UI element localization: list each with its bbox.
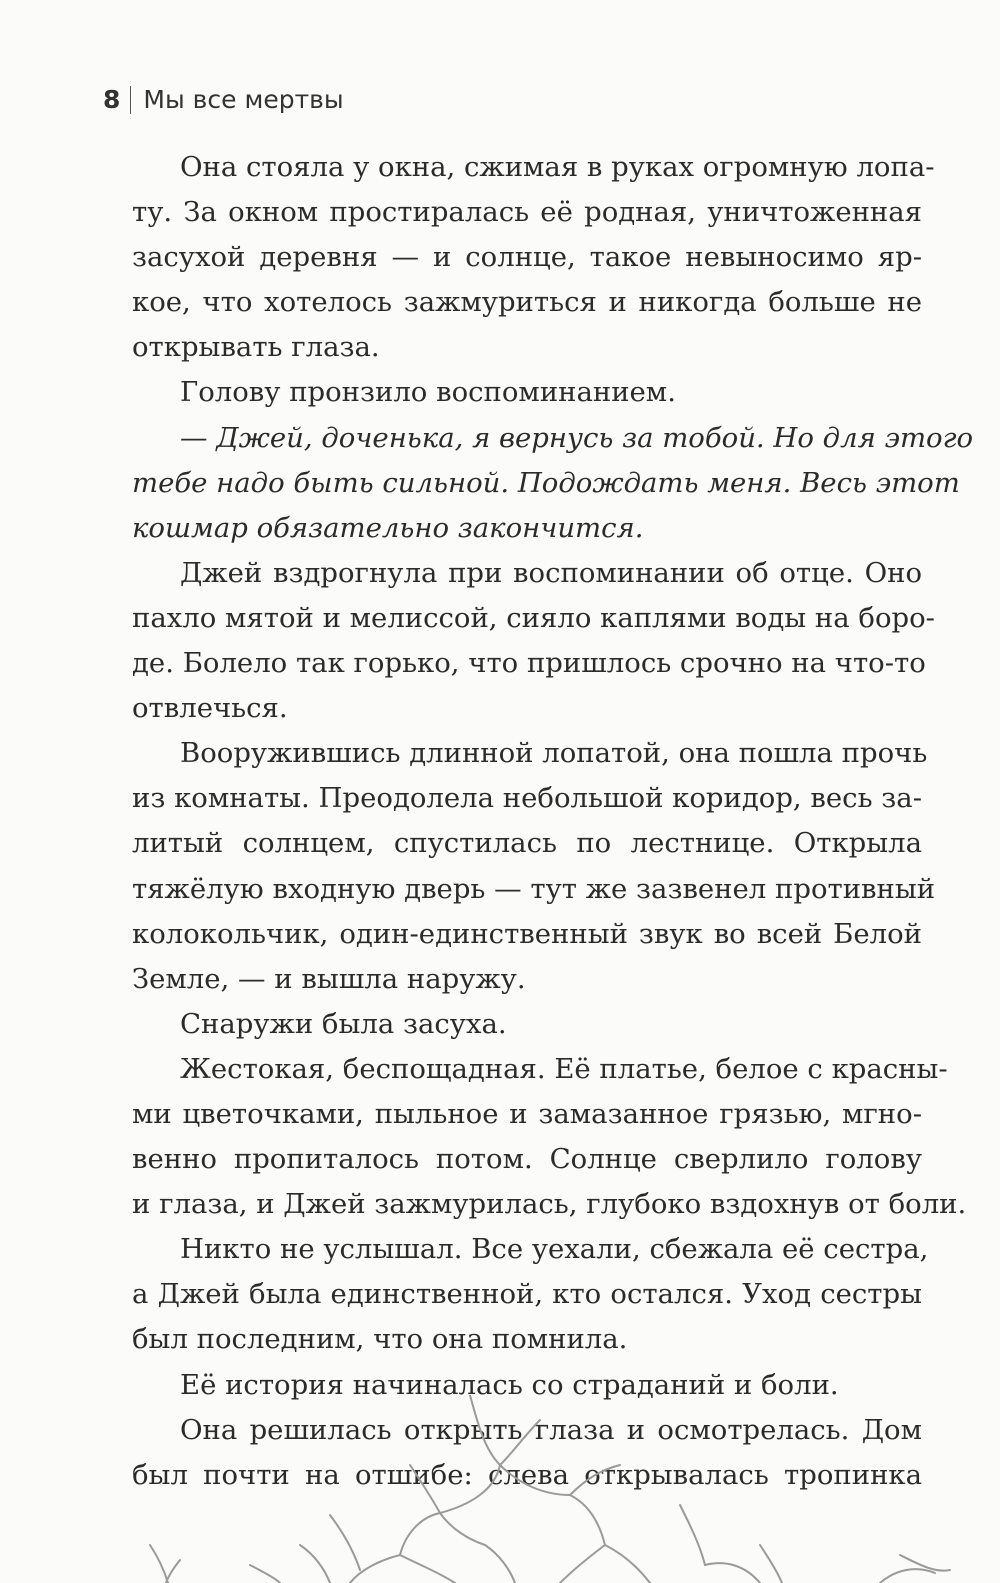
page-body [132, 145, 974, 1498]
text-line: Она стояла у окна, сжимая в руках огромную лопа- [180, 151, 935, 183]
text-line: — Джей, доченька, я вернусь за тобой. Но для этого [180, 421, 974, 454]
text-line: Снаружи была засуха. [180, 1007, 507, 1040]
text-line: засухой деревня — и солнце, такое невыносимо яр- [132, 241, 922, 274]
text-line: Земле, — и вышла наружу. [132, 962, 526, 995]
running-header [103, 82, 344, 118]
text-line: пахло мятой и мелиссой, сияло каплями воды на боро- [132, 601, 935, 634]
text-line: кошмар обязательно закончится. [132, 511, 644, 544]
text-line: ми цветочками, пыльное и замазанное грязью, мгно- [132, 1097, 922, 1130]
text-line: Голову пронзило воспоминанием. [180, 376, 676, 409]
text-line: колокольчик, один-единственный звук во всей Белой [132, 917, 922, 950]
text-line: ту. За окном простиралась её родная, уничтоженная [132, 196, 922, 229]
text-line: был почти на отшибе: слева открывалась тропинка [132, 1458, 922, 1491]
page-number: 8 [103, 85, 121, 114]
header-divider [130, 86, 131, 114]
text-line: Жестокая, беспощадная. Её платье, белое с красны- [180, 1052, 948, 1085]
text-line: Джей вздрогнула при воспоминании об отце. Оно [180, 556, 922, 589]
text-line: из комнаты. Преодолела небольшой коридор, весь за- [132, 782, 922, 815]
cracked-earth-icon [0, 1395, 1000, 1583]
text-line: открывать глаза. [132, 331, 380, 364]
text-line: а Джей была единственной, кто остался. Уход сестры [132, 1278, 922, 1311]
text-line: был последним, что она помнила. [132, 1323, 628, 1356]
text-line: литый солнцем, спустилась по лестнице. Открыла [132, 827, 922, 860]
text-line: отвлечься. [132, 692, 288, 725]
text-line: де. Болело так горько, что пришлось срочно на что-то [132, 647, 926, 680]
text-line: кое, что хотелось зажмуриться и никогда больше не [132, 286, 922, 319]
book-title: Мы все мертвы [143, 85, 344, 114]
text-line: венно пропиталось потом. Солнце сверлило голову [132, 1143, 922, 1176]
text-line: и глаза, и Джей зажмурилась, глубоко вздохнув от боли. [132, 1188, 967, 1221]
text-line: Её история начиналась со страданий и боли. [180, 1368, 839, 1401]
text-line: тебе надо быть сильной. Подождать меня. Весь этот [132, 466, 960, 499]
text-line: тяжёлую входную дверь — тут же зазвенел противный [132, 872, 936, 905]
text-line: Никто не услышал. Все уехали, сбежала её сестра, [180, 1233, 929, 1266]
text-line: Вооружившись длинной лопатой, она пошла прочь [180, 737, 928, 770]
text-line: Она решилась открыть глаза и осмотрелась. Дом [180, 1413, 922, 1446]
